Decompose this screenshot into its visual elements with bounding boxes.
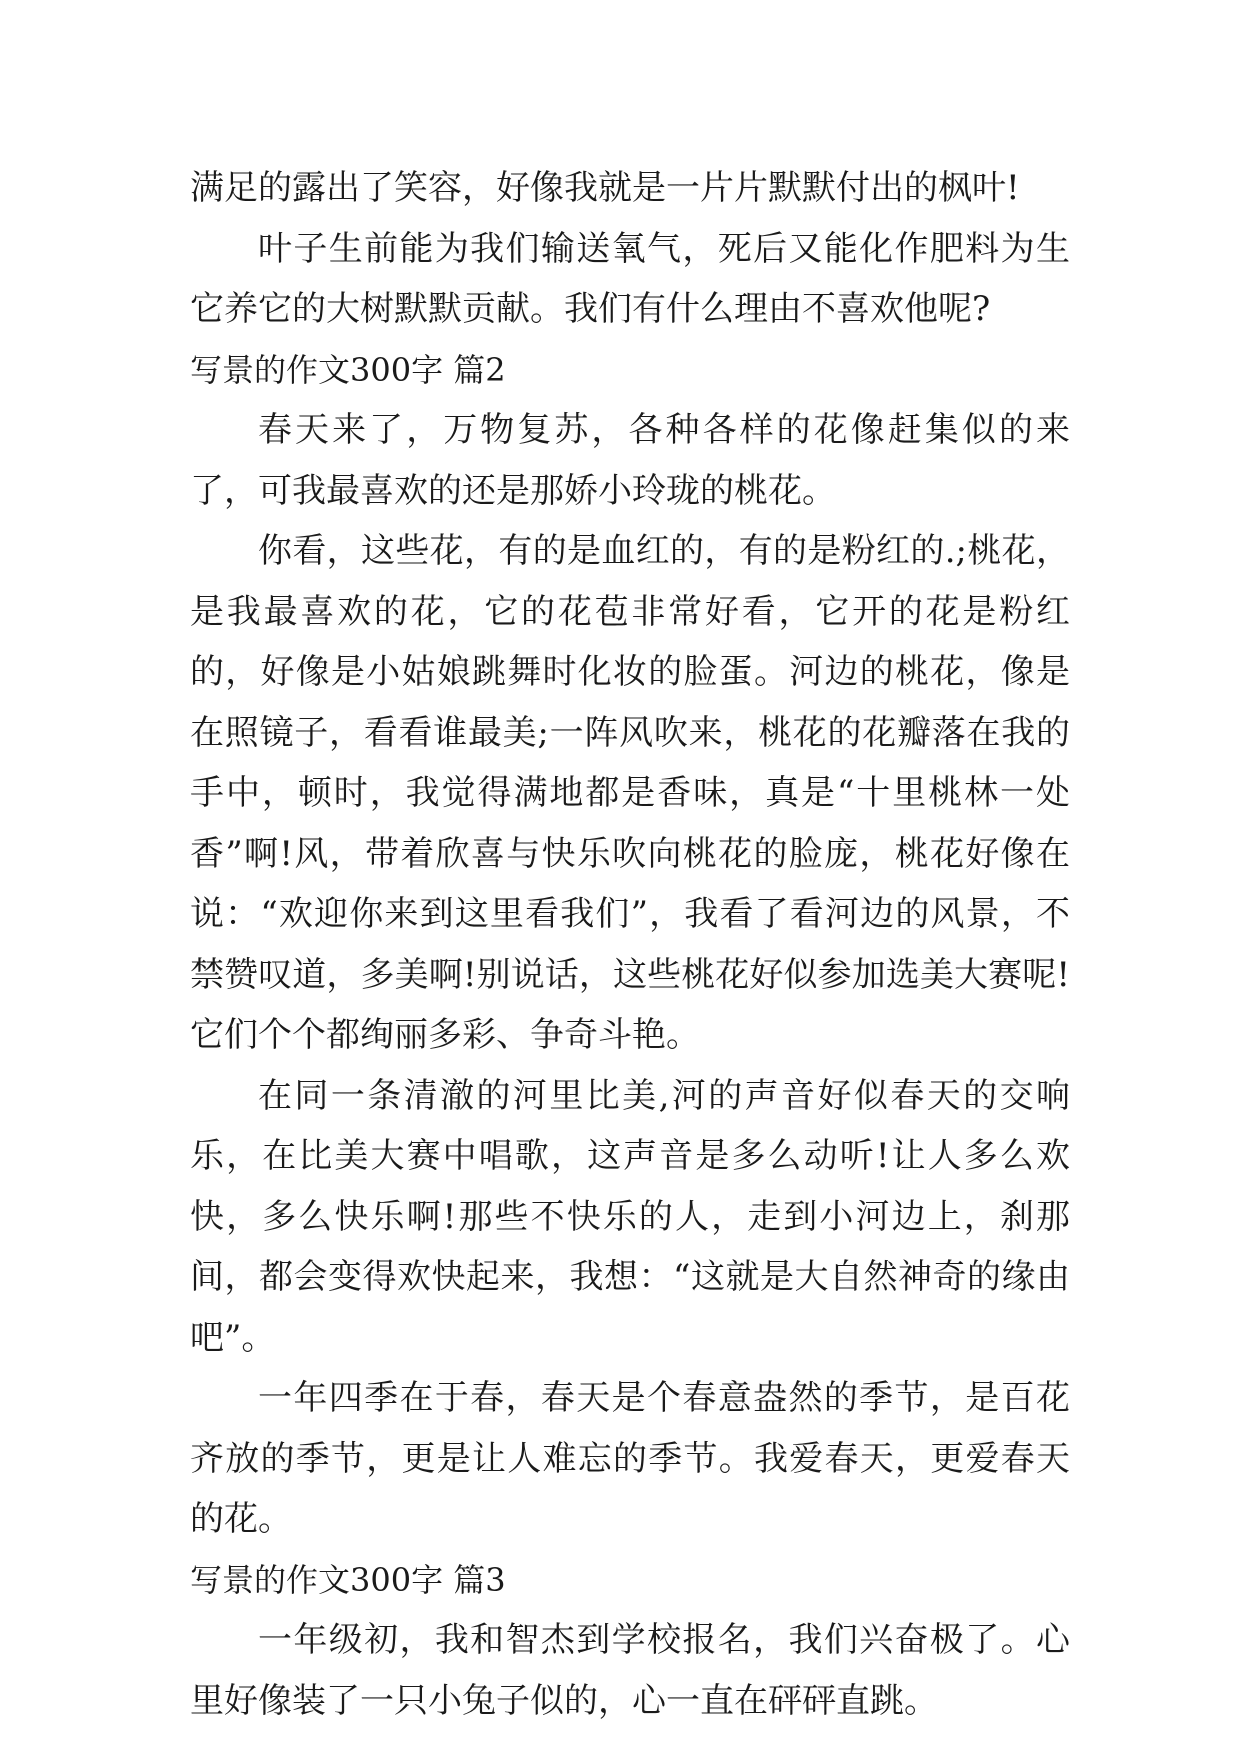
paragraph: 一年四季在于春，春天是个春意盎然的季节，是百花齐放的季节，更是让人难忘的季节。我爱春天，更爱春天的花。 — [190, 1378, 1070, 1539]
paragraph: 一年级初，我和智杰到学校报名，我们兴奋极了。心里好像装了一只小兔子似的，心一直在砰砰直跳。 — [190, 1620, 1070, 1721]
paragraph-continued: 满足的露出了笑容，好像我就是一片片默默付出的枫叶! — [190, 168, 1020, 208]
article-body — [190, 158, 1070, 1731]
paragraph: 在同一条清澈的河里比美,河的声音好似春天的交响乐，在比美大赛中唱歌，这声音是多么动听!让人多么欢快，多么快乐啊!那些不快乐的人，走到小河边上，刹那间，都会变得欢快起来，我想：“这就是大自然神奇的缘由吧”。 — [190, 1075, 1070, 1358]
section-heading: 写景的作文300字 篇3 — [190, 1560, 506, 1599]
section-heading: 写景的作文300字 篇2 — [190, 350, 506, 389]
paragraph: 春天来了，万物复苏，各种各样的花像赶集似的来了，可我最喜欢的还是那娇小玲珑的桃花。 — [190, 410, 1070, 511]
paragraph: 你看，这些花，有的是血红的，有的是粉红的.;桃花，是我最喜欢的花，它的花苞非常好看，它开的花是粉红的，好像是小姑娘跳舞时化妆的脸蛋。河边的桃花，像是在照镜子，看看谁最美;一阵风吹来，桃花的花瓣落在我的手中，顿时，我觉得满地都是香味，真是“十里桃林一处香”啊!风，带着欣喜与快乐吹向桃花的脸庞，桃花好像在说：“欢迎你来到这里看我们”，我看了看河边的风景，不禁赞叹道，多美啊!别说话，这些桃花好似参加选美大赛呢!它们个个都绚丽多彩、争奇斗艳。 — [190, 531, 1071, 1055]
paragraph: 叶子生前能为我们输送氧气，死后又能化作肥料为生它养它的大树默默贡献。我们有什么理由不喜欢他呢? — [190, 228, 1070, 329]
